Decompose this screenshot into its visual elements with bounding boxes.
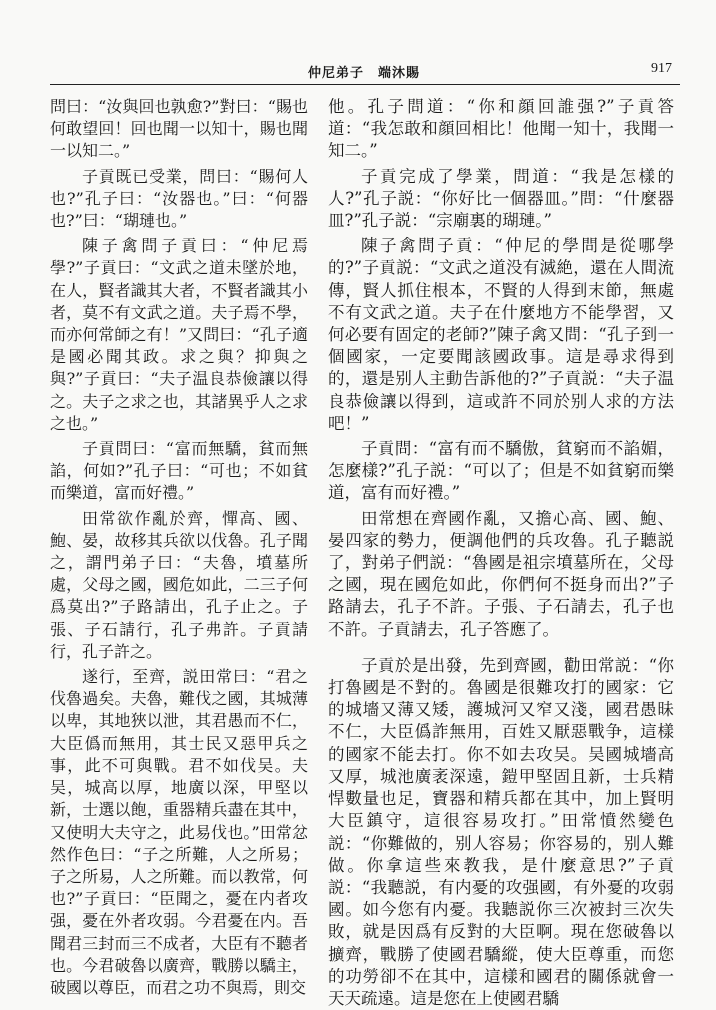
paragraph: 遂行，至齊，説田常曰：“君之伐魯過矣。夫魯，難伐之國，其城薄以卑，其地狹以泄，其君愚而不仁，大臣僞而無用，其士民又惡甲兵之事，此不可與戰。君不如伐吴。夫吴，城高以厚，地廣以深，甲堅以新，士選以飽，重器精兵盡在其中，又使明大夫守之，此易伐也。”田常忿然作色曰：“子之所難，人之所易；子之所易，人之所難。而以教常，何也?”子貢曰：“臣聞之，憂在内者攻强，憂在外者攻弱。今君憂在内。吾聞君三封而三不成者，大臣有不聽者也。今君破魯以廣齊，戰勝以驕主，破國以尊臣，而君之功不與焉，則交 (50, 667, 308, 997)
paragraph: 子貢完成了學業，問道：“我是怎樣的人?”孔子説：“你好比一個器皿。”問：“什麼器皿?”孔子説：“宗廟裏的瑚璉。” (328, 166, 674, 231)
right-column-translation (328, 96, 674, 1008)
paragraph: 陳子禽問子貢：“仲尼的學問是從哪學的?”子貢説：“文武之道没有滅絶，還在人間流傳，賢人抓住根本，不賢的人得到末節，無處不有文武之道。夫子在什麼地方不能學習，又何必要有固定的老師?”陳子禽又問：“孔子到一個國家，一定要聞該國政事。這是尋求得到的，還是别人主動告訴他的?”子貢説：“夫子温良恭儉讓以得到，這或許不同於别人求的方法吧！” (328, 236, 674, 433)
paragraph: 子貢問曰：“富而無驕，貧而無諂，何如?”孔子曰：“可也；不如貧而樂道，富而好禮。” (50, 439, 308, 503)
header-title: 仲尼弟子 端沐賜 (308, 66, 421, 81)
paragraph: 陳子禽問子貢曰：“仲尼焉學?”子貢曰：“文武之道未墜於地，在人，賢者識其大者，不賢者識其小者，莫不有文武之道。夫子焉不學，而亦何常師之有！”又問曰：“孔子適是國必聞其政。求之與？抑與之與?”子貢曰：“夫子温良恭儉讓以得之。夫子之求之也，其諸異乎人之求之也。” (50, 236, 308, 433)
paragraph: 子貢於是出發，先到齊國，勸田常説：“你打魯國是不對的。魯國是很難攻打的國家：它的城墻又薄又矮，護城河又窄又淺，國君愚昧不仁，大臣僞詐無用，百姓又厭惡戰争，這樣的國家不能去打。你不如去攻吴。吴國城墻高又厚，城池廣袤深遠，鎧甲堅固且新，士兵精悍數量也足，寶器和精兵都在其中，加上賢明大臣鎮守，這很容易攻打。”田常憤然變色説：“你難做的，别人容易；你容易的，别人難做。你拿這些來教我，是什麼意思?”子貢説：“我聽説，有内憂的攻强國，有外憂的攻弱國。如今您有内憂。我聽説你三次被封三次失敗，就是因爲有反對的大臣啊。現在您破魯以擴齊，戰勝了使國君驕縱，使大臣尊重，而您的功勞卻不在其中，這樣和國君的關係就會一天天疏遠。這是您在上使國君驕 (328, 655, 674, 1008)
paragraph: 問曰：“汝與回也孰愈?”對曰：“賜也何敢望回！回也聞一以知十，賜也聞一以知二。” (50, 97, 308, 161)
paragraph: 田常欲作亂於齊，憚高、國、鮑、晏，故移其兵欲以伐魯。孔子聞之，謂門弟子曰：“夫魯，墳墓所處，父母之國，國危如此，二三子何爲莫出?”子路請出，孔子止之。子張、子石請行，孔子弗許。子貢請行，孔子許之。 (50, 508, 308, 661)
page-number: 917 (651, 61, 672, 76)
running-header (50, 58, 680, 85)
paragraph: 田常想在齊國作亂，又擔心高、國、鮑、晏四家的勢力，便調他們的兵攻魯。孔子聽説了，對弟子們説：“魯國是祖宗墳墓所在，父母之國，現在國危如此，你們何不挺身而出?”子路請去，孔子不許。子張、子石請去，孔子也不許。子貢請去，孔子答應了。 (328, 508, 674, 639)
left-column-original-text (50, 96, 308, 997)
paragraph: 子貢問：“富有而不驕傲，貧窮而不諂媚，怎麼樣?”孔子説：“可以了；但是不如貧窮而樂道，富有而好禮。” (328, 439, 674, 503)
paragraph: 他。孔子問道：“你和顔回誰强?”子貢答道：“我怎敢和顔回相比！他聞一知十，我聞一知二。” (328, 97, 674, 161)
paragraph: 子貢既已受業，問曰：“賜何人也?”孔子曰：“汝器也。”曰：“何器也?”曰：“瑚璉也。” (50, 166, 308, 231)
